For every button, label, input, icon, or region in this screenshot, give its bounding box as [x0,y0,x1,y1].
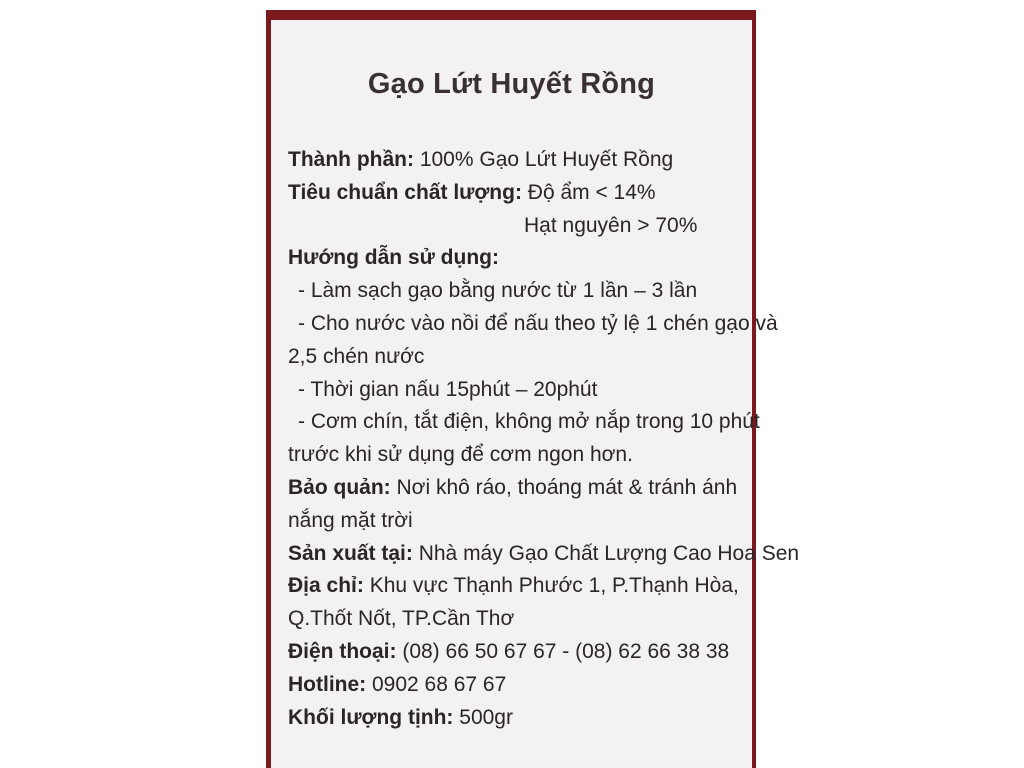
weight-row [288,702,752,735]
storage-key: Bảo quản: [288,475,391,499]
quality-value-grain: Hạt nguyên > 70% [524,213,698,237]
producer-key: Sản xuất tại: [288,541,413,565]
storage-value: Nơi khô ráo, thoáng mát & tránh ánh [390,475,738,499]
storage-row-cont: nắng mặt trời [288,508,413,532]
quality-row-2 [288,210,752,243]
usage-step-4-cont: trước khi sử dụng để cơm ngon hơn. [288,443,633,467]
product-label-card [266,10,800,768]
usage-step-1: - Làm sạch gạo bằng nước từ 1 lần – 3 lần [298,279,698,303]
usage-key: Hướng dẫn sử dụng: [288,246,499,270]
address-key: Địa chỉ: [288,574,364,598]
storage-row [288,472,752,505]
ingredients-key: Thành phần: [288,148,414,171]
hotline-key: Hotline: [288,672,367,696]
phone-key: Điện thoại: [288,639,397,663]
address-row [288,570,752,603]
usage-step-2-cont: 2,5 chén nước [288,344,425,368]
quality-value-moisture: Độ ẩm < 14% [521,180,656,204]
producer-row [288,538,800,571]
product-title: Gạo Lứt Huyết Rồng [367,68,656,100]
weight-value: 500gr [453,705,513,729]
phone-row [288,636,752,669]
usage-step-2: - Cho nước vào nồi để nấu theo tỷ lệ 1 chén gạo và [298,311,778,335]
phone-value: (08) 66 50 67 67 - (08) 62 66 38 38 [396,639,730,663]
weight-key: Khối lượng tịnh: [288,705,454,729]
label-panel [271,20,800,768]
usage-step-3: - Thời gian nấu 15phút – 20phút [298,377,598,401]
ingredients-value: 100% Gạo Lứt Huyết Rồng [413,148,674,171]
address-row-cont: Q.Thốt Nốt, TP.Cần Thơ [288,607,515,631]
hotline-row [288,669,752,702]
address-value: Khu vực Thạnh Phước 1, P.Thạnh Hòa, [363,574,739,598]
ingredients-row [288,144,752,177]
usage-step-4: - Cơm chín, tắt điện, không mở nắp trong 10 phút [298,410,760,434]
label-content [288,144,800,734]
usage-row [288,242,752,275]
producer-value: Nhà máy Gạo Chất Lượng Cao Hoa Sen [412,541,800,565]
quality-row [288,177,752,210]
quality-key: Tiêu chuẩn chất lượng: [288,180,522,204]
hotline-value: 0902 68 67 67 [366,672,507,696]
